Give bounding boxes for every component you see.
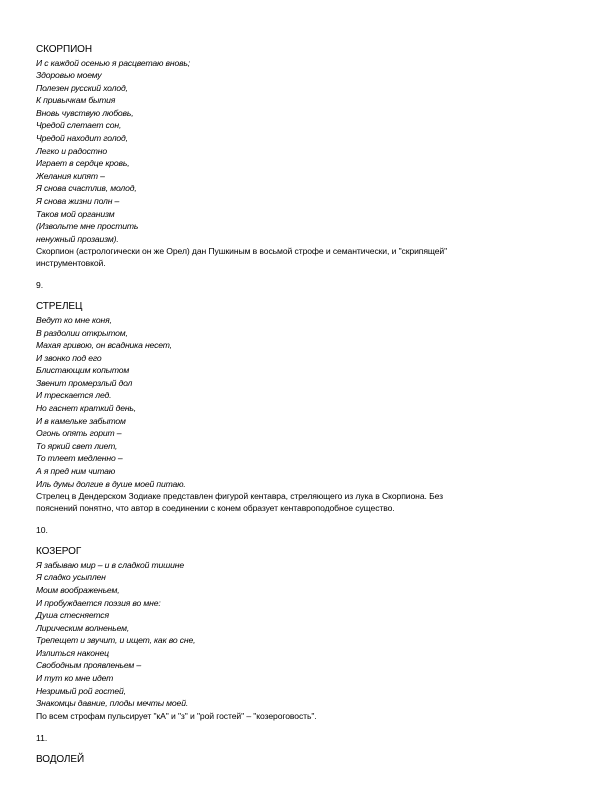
verse-block xyxy=(36,57,576,246)
verse-line: И с каждой осенью я расцветаю вновь; xyxy=(36,57,191,68)
section-capricorn xyxy=(36,546,576,744)
verse-line: К привычкам бытия xyxy=(36,95,116,106)
verse-line: Полезен русский холод, xyxy=(36,82,128,93)
section-number: 11. xyxy=(36,732,48,743)
verse-line: Чредой находит голод, xyxy=(36,133,128,144)
verse-line: Незримый рой гостей, xyxy=(36,685,126,696)
verse-block xyxy=(36,314,576,490)
verse-line: Но гаснет краткий день, xyxy=(36,403,137,414)
section-number: 10. xyxy=(36,525,48,536)
commentary-line: инструментовкой. xyxy=(36,258,106,269)
verse-line: И пробуждается поэзия во мне: xyxy=(36,597,161,608)
verse-line: Свободным проявленьем – xyxy=(36,660,142,671)
verse-line: Желания кипят – xyxy=(36,170,105,181)
verse-line: Душа стесняется xyxy=(36,610,109,621)
verse-line: Я забываю мир – и в сладкой тишине xyxy=(36,559,184,570)
verse-line: Таков мой организм xyxy=(36,208,115,219)
section-sagittarius xyxy=(36,301,576,536)
verse-line: Здоровью моему xyxy=(36,70,102,81)
verse-line: Огонь опять горит – xyxy=(36,428,122,439)
section-title: СТРЕЛЕЦ xyxy=(36,301,83,313)
verse-line: То яркий свет лиет, xyxy=(36,440,118,451)
verse-line: Трепещет и звучит, и ищет, как во сне, xyxy=(36,635,196,646)
verse-line: Звенит промерзлый дол xyxy=(36,377,133,388)
document-page xyxy=(36,44,576,766)
verse-line: Я снова счастлив, молод, xyxy=(36,183,137,194)
commentary-line: Стрелец в Дендерском Зодиаке представлен фигурой кентавра, стреляющего из лука в Скорпиона. Без xyxy=(36,491,443,502)
commentary xyxy=(36,710,576,722)
commentary-line: пояснений понятно, что автор в соединении с конем образует кентавроподобное существо. xyxy=(36,503,395,514)
verse-line: Иль думы долгие в душе моей питаю. xyxy=(36,478,186,489)
verse-line: Знакомцы давние, плоды мечты моей. xyxy=(36,698,189,709)
section-title: КОЗЕРОГ xyxy=(36,546,82,558)
section-title: ВОДОЛЕЙ xyxy=(36,753,85,765)
verse-block xyxy=(36,559,576,710)
commentary xyxy=(36,245,576,269)
verse-line: То тлеет медленно – xyxy=(36,453,123,464)
verse-line: Лирическим волненьем, xyxy=(36,622,130,633)
verse-line: ненужный прозаизм). xyxy=(36,233,119,244)
verse-line: А я пред ним читаю xyxy=(36,466,116,477)
section-title: СКОРПИОН xyxy=(36,44,92,55)
verse-line: Излиться наконец xyxy=(36,647,109,658)
verse-line: Махая гривою, он всадника несет, xyxy=(36,340,172,351)
verse-line: И тут ко мне идет xyxy=(36,673,114,684)
section-number: 9. xyxy=(36,280,44,291)
verse-line: И звонко под его xyxy=(36,352,102,363)
verse-line: Ведут ко мне коня, xyxy=(36,314,112,325)
verse-line: Легко и радостно xyxy=(36,145,107,156)
section-scorpio xyxy=(36,44,576,291)
section-aquarius xyxy=(36,754,576,767)
commentary xyxy=(36,490,576,514)
commentary-line: Скорпион (астрологически он же Орел) дан Пушкиным в восьмой строфе и семантически, и "скрипящей" xyxy=(36,246,448,257)
verse-line: Чредой слетает сон, xyxy=(36,120,122,131)
verse-line: (Извольте мне простить xyxy=(36,221,139,232)
verse-line: Моим воображеньем, xyxy=(36,584,120,595)
commentary-line: По всем строфам пульсирует "кА" и "з" и "рой гостей" – "козероговость". xyxy=(36,710,317,721)
verse-line: Я сладко усыплен xyxy=(36,572,106,583)
verse-line: И трескается лед. xyxy=(36,390,112,401)
verse-line: И в камельке забытом xyxy=(36,415,126,426)
verse-line: Я снова жизни полн – xyxy=(36,196,120,207)
verse-line: Играет в сердце кровь, xyxy=(36,158,130,169)
verse-line: Вновь чувствую любовь, xyxy=(36,107,134,118)
verse-line: В раздолии открытом, xyxy=(36,327,128,338)
verse-line: Блистающим копытом xyxy=(36,365,130,376)
